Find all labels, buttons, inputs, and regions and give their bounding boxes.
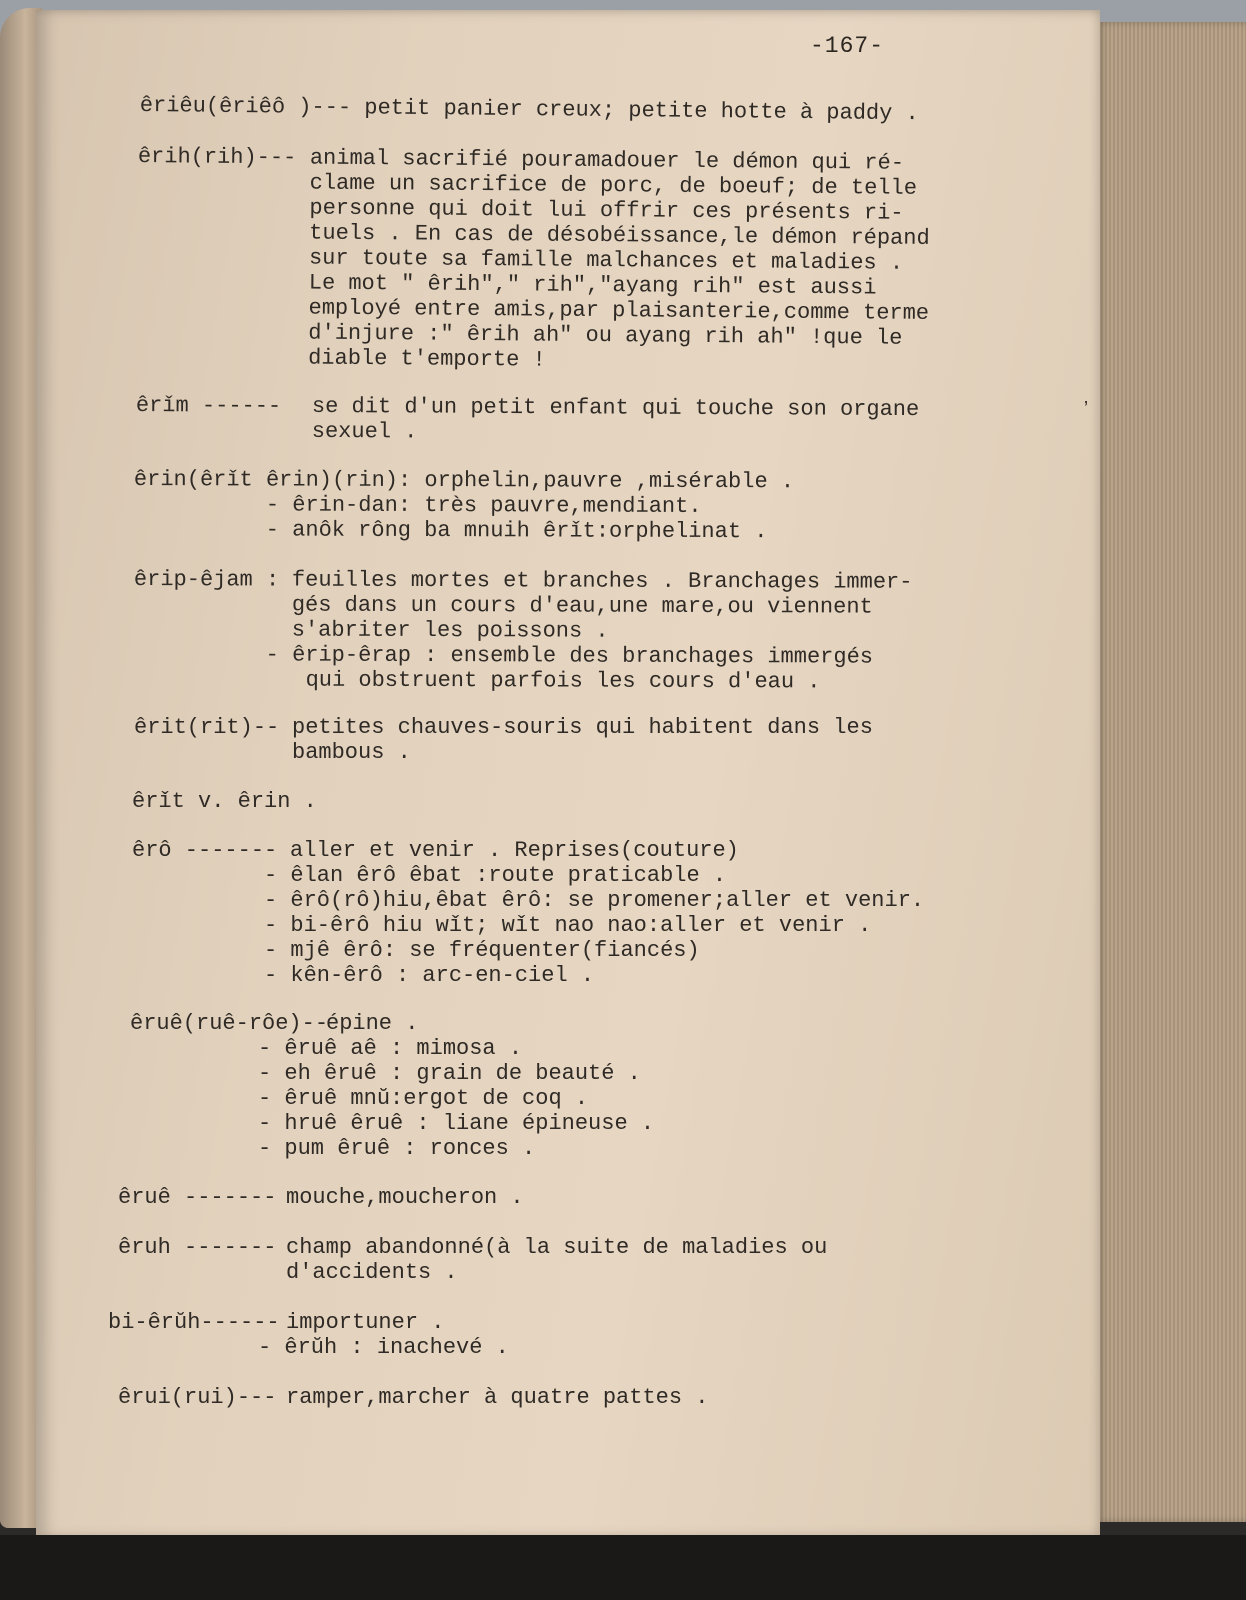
definition-line: d'accidents . [286,1260,458,1285]
definition-line: orphelin,pauvre ,misérable . [424,468,795,495]
headword: êriêu(êriêô )--- [139,93,352,121]
definition-line: petit panier creux; petite hotte à paddy . [364,95,919,127]
headword: êrǐm ------ [135,393,282,419]
headword: êrô ------- [132,838,278,863]
headword: bi-êrŭh------ [108,1310,280,1335]
definition-line: ramper,marcher à quatre pattes . [286,1385,709,1410]
entry-eruh [118,1235,827,1285]
definition-line: se dit d'un petit enfant qui touche son organe [311,393,920,423]
definition-line: personne qui doit lui offrir ces présents ri- [309,195,904,226]
definition-line: - hruê êruê : liane épineuse . [258,1111,655,1136]
definition-line: sur toute sa famille malchances et maladies . [308,245,904,276]
page-number: -167- [810,33,885,59]
definition-line: - kên-êrô : arc-en-ciel . [264,963,595,988]
headword: êruê(ruê-rôe)-- [130,1011,329,1036]
margin-mark: ʼ [1080,400,1093,423]
definition-line: bambous . [292,740,411,765]
headword: êrui(rui)--- [118,1385,277,1410]
definition-line: qui obstruent parfois les cours d'eau . [305,667,821,695]
definition-line: feuilles mortes et branches . Branchages immer- [291,567,913,595]
definition-line: épine . [326,1011,419,1036]
definition-line: employé entre amis,par plaisanterie,comme terme [308,295,930,326]
definition-line: - êlan êrô êbat :route praticable . [264,863,727,888]
definition-line: - eh êruê : grain de beauté . [258,1061,641,1086]
entry-erui [118,1385,708,1410]
headword: êruh ------- [118,1235,277,1260]
definition-line: s'abriter les poissons . [291,617,609,644]
definition-line: - êruê mnŭ:ergot de coq . [258,1086,589,1111]
definition-line: - êrŭh : inachevé . [258,1335,509,1360]
entry-bi-eruh [108,1310,509,1360]
headword: êrit(rit)-- [134,715,280,740]
entry-erim [136,393,920,447]
headword: êrin(êrǐt êrin)(rin): [133,467,412,493]
definition-line: clame un sacrifice de porc, de boeuf; de telle [309,170,918,201]
entry-erit-ref [132,789,317,814]
definition-line: - mjê êrô: se fréquenter(fiancés) [264,938,700,963]
definition-line: animal sacrifié pouramadouer le démon qui ré- [309,145,905,176]
definition-line: petites chauves-souris qui habitent dans les [292,715,873,740]
headword: êrih(rih)--- [137,144,297,171]
definition-line: - êruê aê : mimosa . [258,1036,523,1061]
definition-line: - êrô(rô)hiu,êbat êrô: se promener;aller et venir. [264,888,925,913]
definition-line: aller et venir . Reprises(couture) [290,838,739,863]
definition-line: - pum êruê : ronces . [258,1136,536,1161]
entry-erin [134,467,794,544]
entry-ero [132,838,924,988]
definition-line: d'injure :" êrih ah" ou ayang rih ah" !que le [308,320,903,351]
definition-line: - êrin-dan: très pauvre,mendiant. [265,492,702,519]
entry-erip-ejam [134,567,913,695]
entry-erit [134,715,873,765]
definition-line: - bi-êrô hiu wǐt; wǐt nao nao:aller et venir . [264,913,872,938]
definition-line: tuels . En cas de désobéissance,le démon répand [309,220,930,251]
definition-line: - anôk rông ba mnuih êrǐt:orphelinat . [265,517,768,545]
background-bottom [0,1535,1246,1600]
definition-line: diable t'emporte ! [308,345,546,373]
definition-line: champ abandonné(à la suite de maladies ou [286,1235,828,1260]
headword: êrǐt v. êrin . [132,789,317,814]
definition-line: gés dans un cours d'eau,une mare,ou viennent [291,592,873,620]
headword: êruê ------- [118,1185,277,1210]
definition-line: importuner . [286,1310,445,1335]
entry-erue-fly [118,1185,524,1210]
definition-line: Le mot " êrih"," rih","ayang rih" est aussi [308,270,877,301]
definition-line: sexuel . [311,418,418,445]
page-stack-edge [1095,22,1246,1522]
headword: êrip-êjam : [133,567,280,593]
entry-erue-thorn [130,1011,654,1161]
definition-line: mouche,moucheron . [286,1185,524,1210]
entry-erih [136,144,930,376]
definition-line: - êrip-êrap : ensemble des branchages immergés [265,642,874,670]
